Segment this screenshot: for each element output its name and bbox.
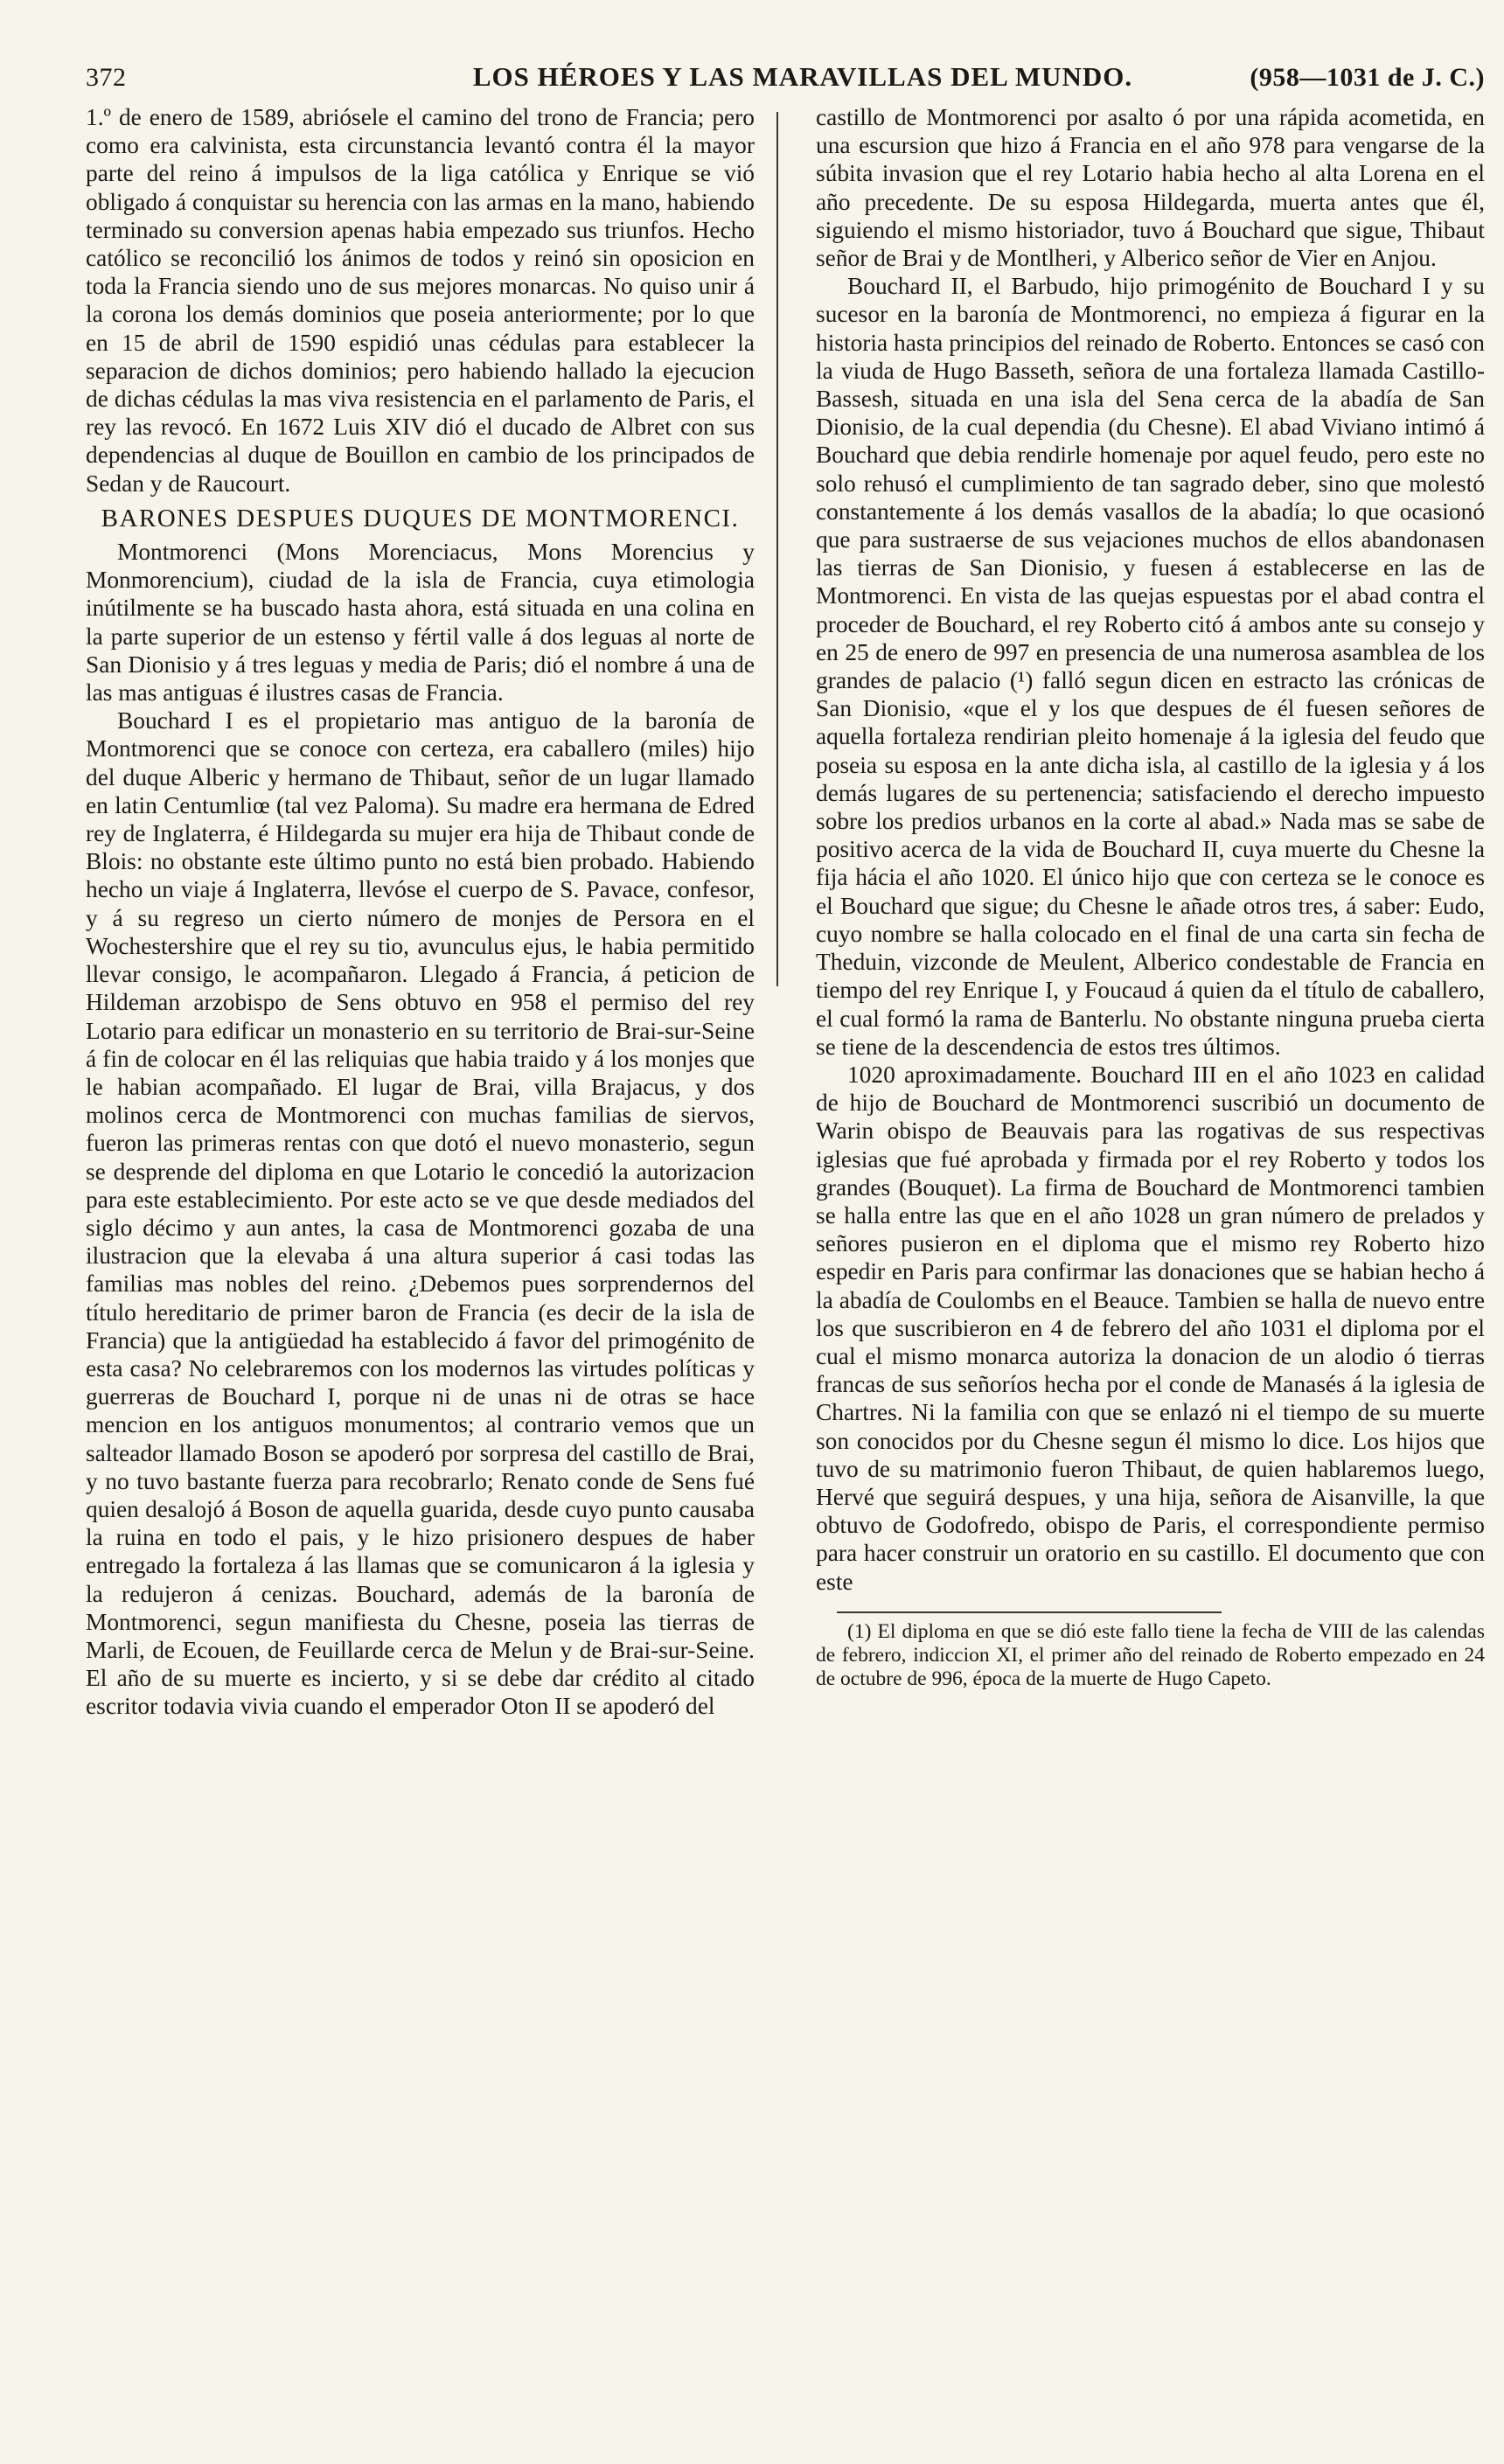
date-range: (958—1031 de J. C.) <box>1250 63 1485 92</box>
paragraph: 1020 aproximadamente. Bouchard III en el año 1023 en calidad de hijo de Bouchard de Montmorenci suscribió un documento de Warin obispo de Beauvais para las rogativas de sus respectivas iglesias que fué aprobada y firmada por el rey Roberto y todos los grandes (Bouquet). La firma de Bouchard de Montmorenci tambien se halla entre las que en el año 1028 un gran número de prelados y señores pusieron en el diploma que el mismo rey Roberto hizo espedir en Paris para confirmar las donaciones que se habian hecho á la abadía de Coulombs en el Beauce. Tambien se halla de nuevo entre los que suscribieron en 4 de febrero del año 1031 el diploma por el cual el mismo monarca autoriza la donacion de un alodio ó tierras francas de sus señoríos hecha por el conde de Manasés á la iglesia de Chartres. Ni la familia con que se enlazó ni el tiempo de su muerte son conocidos por du Chesne segun él mismo lo dice. Los hijos que tuvo de su matrimonio fueron Thibaut, de quien hablaremos luego, Hervé que seguirá despues, y una hija, señora de Aisanville, la que obtuvo de Godofredo, obispo de Paris, el correspondiente permiso para hacer construir un oratorio en su castillo. El documento que con este <box>816 1061 1485 1595</box>
paragraph: castillo de Montmorenci por asalto ó por una rápida acometida, en una escursion que hizo á Francia en el año 978 para vengarse de la súbita invasion que el rey Lotario habia hecho al alta Lorena en el año precedente. De su esposa Hildegarda, muerta antes que él, siguiendo el mismo historiador, tuvo á Bouchard que sigue, Thibaut señor de Brai y de Montlheri, y Alberico señor de Vier en Anjou. <box>816 104 1485 272</box>
section-heading: BARONES DESPUES DUQUES DE MONTMORENCI. <box>101 504 740 532</box>
left-column <box>86 103 755 2412</box>
column-divider <box>776 112 778 986</box>
book-title: LOS HÉROES Y LAS MARAVILLAS DEL MUNDO. <box>472 61 1133 92</box>
paragraph: 1.º de enero de 1589, abriósele el camino del trono de Francia; pero como era calvinista, esta circunstancia levantó contra él la mayor parte del reino á impulsos de la liga católica y Enrique se vió obligado á conquistar su herencia con las armas en la mano, habiendo terminado su conversion apenas habia empezado sus triunfos. Hecho católico se reconcilió los ánimos de todos y reinó sin oposicion en toda la Francia siendo uno de sus mejores monarcas. No quiso unir á la corona los demás dominios que poseia anteriormente; por lo que en 15 de abril de 1590 espidió unas cédulas para establecer la separacion de dichos dominios; pero habiendo hallado la ejecucion de dichas cédulas la mas viva resistencia en el parlamento de Paris, el rey las revocó. En 1672 Luis XIV dió el ducado de Albret con sus dependencias al duque de Bouillon en cambio de los principados de Sedan y de Raucourt. <box>86 104 755 497</box>
running-head <box>86 58 1485 103</box>
paragraph: Bouchard II, el Barbudo, hijo primogénito de Bouchard I y su sucesor en la baronía de Montmorenci, no empieza á figurar en la historia hasta principios del reinado de Roberto. Entonces se casó con la viuda de Hugo Basseth, señora de una fortaleza llamada Castillo-Bassesh, situada en una isla del Sena cerca de la abadía de San Dionisio, de la cual dependia (du Chesne). El abad Viviano intimó á Bouchard que debia rendirle homenaje por aquel feudo, pero este no solo rehusó el cumplimiento de tan sagrado deber, sino que molestó constantemente á los demás vasallos de la abadía; lo que ocasionó que para sustraerse de sus vejaciones muchos de ellos abandonasen las tierras de San Dionisio, y fuesen á establecerse en las de Montmorenci. En vista de las quejas espuestas por el abad contra el proceder de Bouchard, el rey Roberto citó á ambos ante su consejo y en 25 de enero de 997 en presencia de una numerosa asamblea de los grandes de palacio (¹) falló segun dicen en estracto las crónicas de San Dionisio, «que el y los que despues de él fuesen señores de aquella fortaleza rendirian pleito homenaje á la iglesia del feudo que poseia su esposa en la ante dicha isla, al castillo de la iglesia y á los demás lugares de su pertenencia; satisfaciendo el derecho impuesto sobre los predios urbanos en la corte al abad.» Nada mas se sabe de positivo acerca de la vida de Bouchard II, cuya muerte du Chesne la fija hácia el año 1020. El único hijo que con certeza se le conoce es el Bouchard que sigue; du Chesne le añade otros tres, á saber: Eudo, cuyo nombre se halla colocado en el final de una carta sin fecha de Theduin, vizconde de Meulent, Alberico condestable de Francia en tiempo del rey Enrique I, y Foucaud á quien da el título de caballero, el cual formó la rama de Banterlu. No obstante ninguna prueba cierta se tiene de la descendencia de estos tres últimos. <box>816 273 1485 1060</box>
footnote-divider <box>837 1611 1222 1613</box>
paragraph: Bouchard I es el propietario mas antiguo de la baronía de Montmorenci que se conoce con certeza, era caballero (miles) hijo del duque Alberic y hermano de Thibaut, señor de un lugar llamado en latin Centumliœ (tal vez Paloma). Su madre era hermana de Edred rey de Inglaterra, é Hildegarda su mujer era hija de Thibaut conde de Blois: no obstante este último punto no está bien probado. Habiendo hecho un viaje á Inglaterra, llevóse el cuerpo de S. Pavace, confesor, y á su regreso un cierto número de monjes de Persora en el Wochestershire que el rey su tio, avunculus ejus, le habia permitido llevar consigo, le acompañaron. Llegado á Francia, á peticion de Hildeman arzobispo de Sens obtuvo en 958 el permiso del rey Lotario para edificar un monasterio en su territorio de Brai-sur-Seine á fin de colocar en él las reliquias que habia traido y á los monjes que le habian acompañado. El lugar de Brai, villa Brajacus, y dos molinos cerca de Montmorenci con muchas familias de siervos, fueron las primeras rentas con que dotó el nuevo monasterio, segun se desprende del diploma en que Lotario le concedió la autorizacion para este establecimiento. Por este acto se ve que desde mediados del siglo décimo y aun antes, la casa de Montmorenci gozaba de una ilustracion que la elevaba á una altura superior á casi todas las familias mas nobles del reino. ¿Debemos pues sorprendernos del título hereditario de primer baron de Francia (es decir de la isla de Francia) que la antigüedad ha establecido á favor del primogénito de esta casa? No celebraremos con los modernos las virtudes políticas y guerreras de Bouchard I, porque ni de unas ni de otras se hace mencion en los antiguos monumentos; al contrario vemos que un salteador llamado Boson se apoderó por sorpresa del castillo de Brai, y no tuvo bastante fuerza para recobrarlo; Renato conde de Sens fué quien desalojó á Boson de aquella guarida, desde cuyo punto causaba la ruina en todo el pais, y le hizo prisionero despues de haber entregado la fortaleza á las llamas que se comunicaron á la iglesia y la redujeron á cenizas. Bouchard, además de la baronía de Montmorenci, segun manifiesta du Chesne, poseia las tierras de Marli, de Ecouen, de Feuillarde cerca de Melun y de Brai-sur-Seine. El año de su muerte es incierto, y si se debe dar crédito al citado escritor todavia vivia cuando el emperador Oton II se apoderó del <box>86 707 755 1720</box>
right-column <box>816 103 1485 2412</box>
text-columns <box>86 103 1485 2412</box>
footnote: (1) El diploma en que se dió este fallo tiene la fecha de VIII de las calendas de febrero, indiccion XI, el primer año del reinado de Roberto empezado en 24 de octubre de 996, época de la muerte de Hugo Capeto. <box>816 1619 1485 1690</box>
page-number: 372 <box>86 63 127 92</box>
paragraph: Montmorenci (Mons Morenciacus, Mons Morencius y Monmorencium), ciudad de la isla de Francia, cuya etimologia inútilmente se ha buscado hasta ahora, está situada en una colina en la parte superior de un estenso y fértil valle á dos leguas al norte de San Dionisio y á tres leguas y media de Paris; dió el nombre á una de las mas antiguas é ilustres casas de Francia. <box>86 539 755 706</box>
